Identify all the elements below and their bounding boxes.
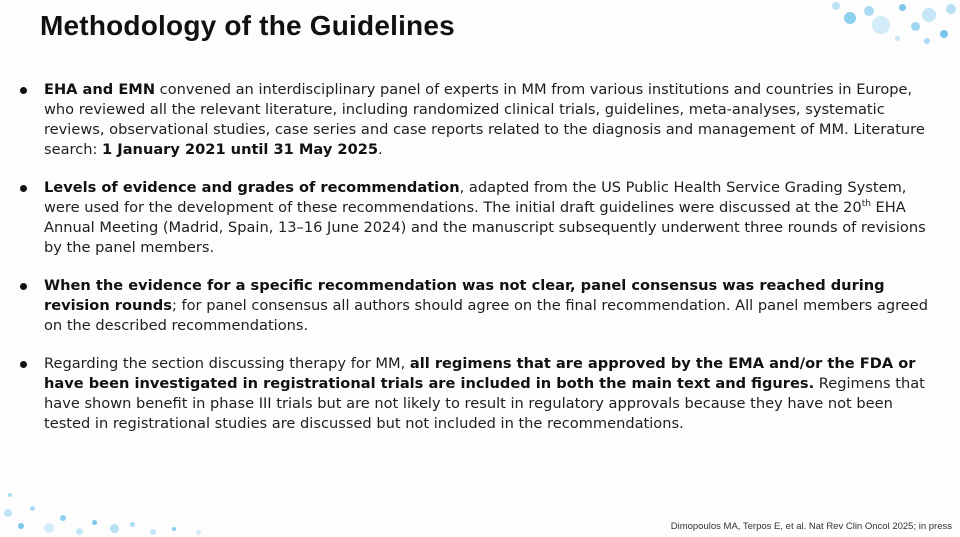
bullet-bold-text: EHA and EMN <box>44 81 156 98</box>
top-right-decoration <box>790 0 960 60</box>
bullet-item <box>20 80 940 160</box>
citation: Dimopoulos MA, Terpos E, et al. Nat Rev Clin Oncol 2025; in press <box>670 521 952 532</box>
bullet-item <box>20 354 940 434</box>
bullet-text: EHA Annual Meeting (Madrid, Spain, 13–16 June 2024) and the manuscript subsequently underwent three rounds of revisions by the panel members. <box>44 199 926 256</box>
bullet-text: Regimens that have shown benefit in phase III trials but are not likely to result in regulatory approvals because they have not been tested in registrational studies are discussed but not included in the recommendations. <box>44 375 925 432</box>
bullet-superscript: th <box>861 199 871 210</box>
bullet-icon <box>20 87 27 94</box>
bottom-left-decoration <box>0 477 230 537</box>
bullet-text: Regarding the section discussing therapy for MM, <box>44 355 410 372</box>
bullet-icon <box>20 283 27 290</box>
bullet-item <box>20 276 940 336</box>
bullet-text: convened an interdisciplinary panel of experts in MM from various institutions and countries in Europe, who reviewed all the relevant literature, including randomized clinical trials, guidelines, meta-analyses, systematic reviews, observational studies, case series and case reports related to the diagnosis and management of MM. Literature search: <box>44 81 925 158</box>
bullet-bold-text: Levels of evidence and grades of recommendation <box>44 179 460 196</box>
bullet-text: . <box>378 141 383 158</box>
bullet-icon <box>20 185 27 192</box>
bullet-icon <box>20 361 27 368</box>
bullet-bold-text: 1 January 2021 until 31 May 2025 <box>102 141 379 158</box>
bullet-list <box>20 80 940 452</box>
bullet-item <box>20 178 940 258</box>
bullet-text: , adapted from the US Public Health Service Grading System, were used for the development of these recommendations. The initial draft guidelines were discussed at the 20 <box>44 179 907 216</box>
bullet-text: ; for panel consensus all authors should agree on the final recommendation. All panel members agreed on the described recommendations. <box>44 297 929 334</box>
bullet-bold-text: When the evidence for a specific recommendation was not clear, panel consensus was reached during revision rounds <box>44 277 885 314</box>
slide-title: Methodology of the Guidelines <box>40 10 455 41</box>
bullet-bold-text: all regimens that are approved by the EMA and/or the FDA or have been investigated in registrational trials are included in both the main text and figures. <box>44 355 916 392</box>
